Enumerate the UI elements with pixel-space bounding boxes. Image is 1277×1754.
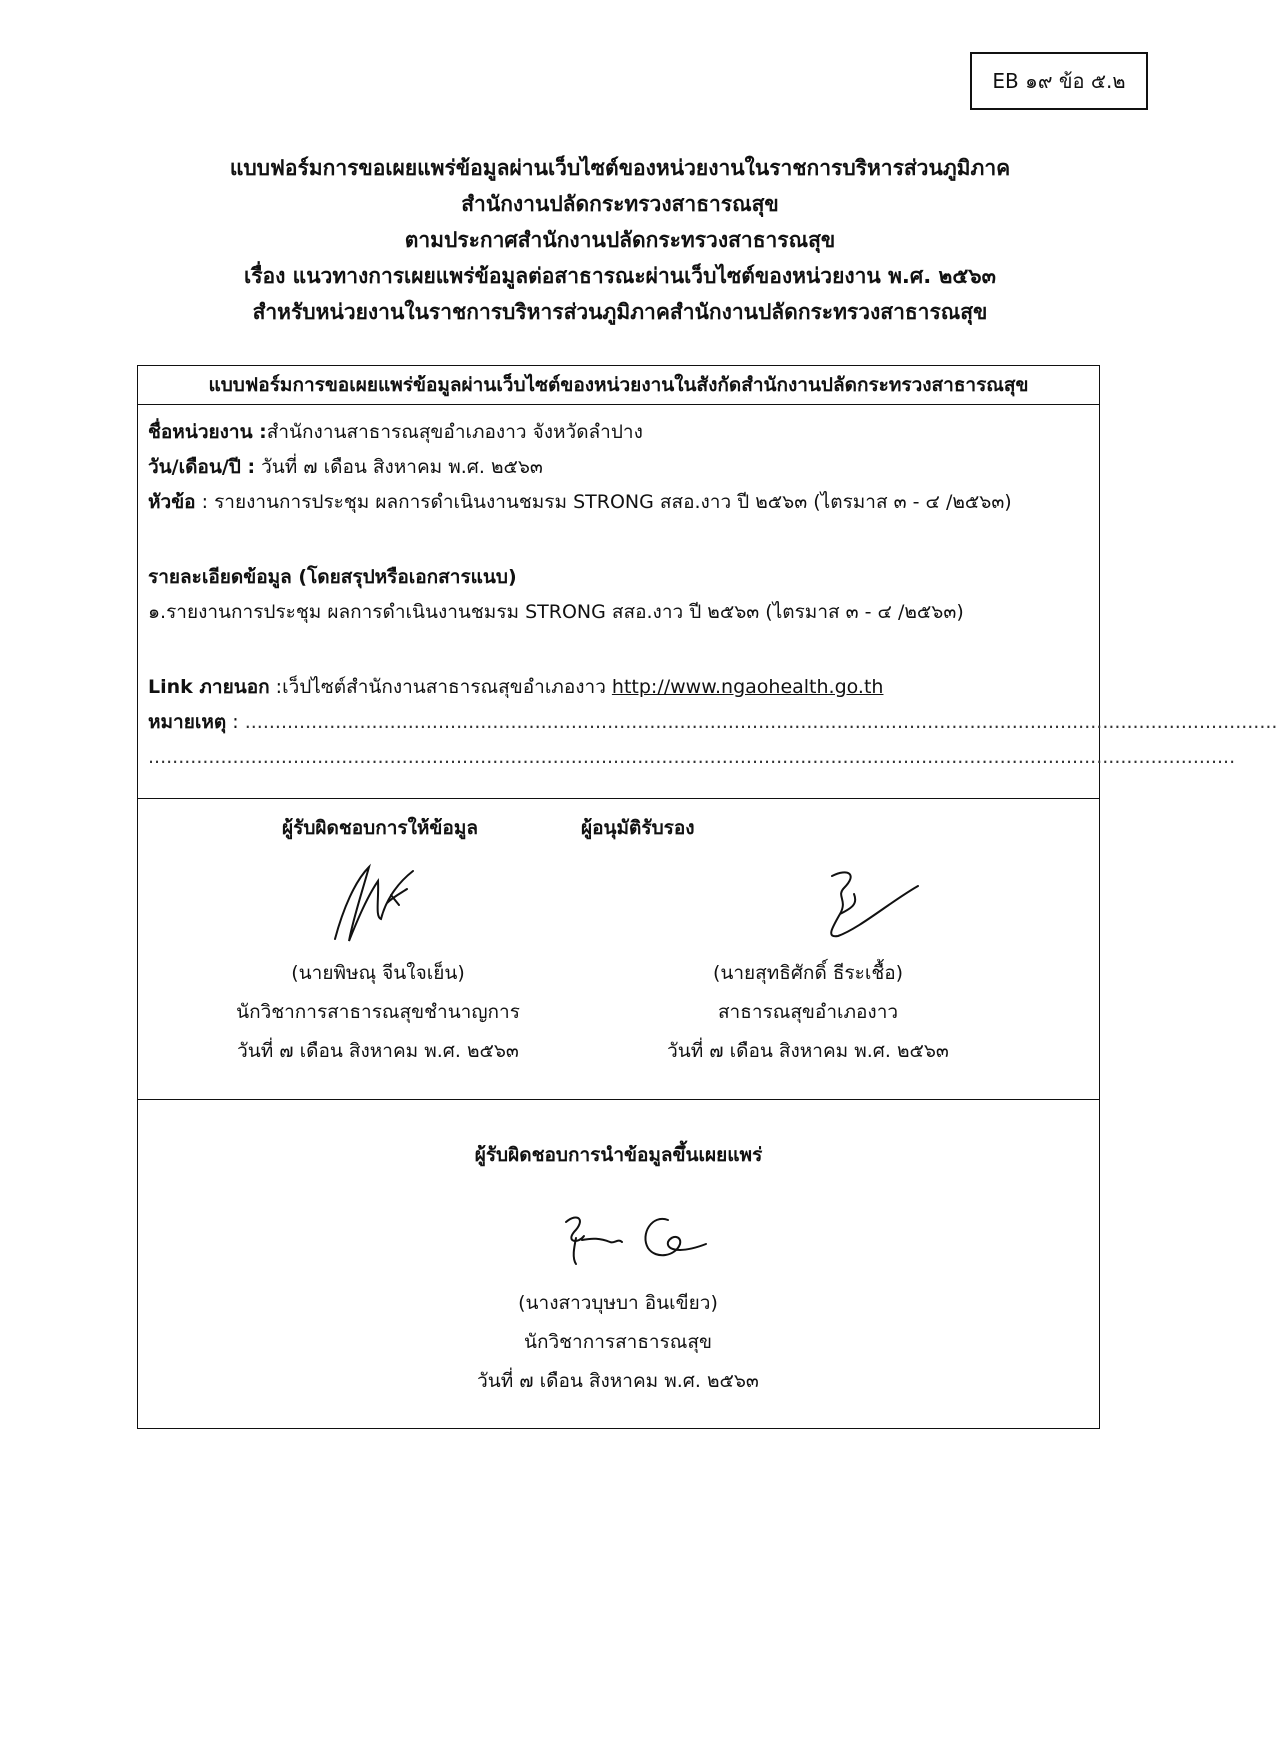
details-value: ๑.รายงานการประชุม ผลการดำเนินงานชมรม STRONG สสอ.งาว ปี ๒๕๖๓ (ไตรมาส ๓ - ๔ /๒๕๖๓) xyxy=(148,601,964,623)
provider-date: วันที่ ๗ เดือน สิงหาคม พ.ศ. ๒๕๖๓ xyxy=(237,1040,519,1062)
publisher-section xyxy=(138,1099,1099,1429)
form-title: แบบฟอร์มการขอเผยแพร่ข้อมูลผ่านเว็บไซต์ของหน่วยงานในสังกัดสำนักงานปลัดกระทรวงสาธารณสุข xyxy=(138,366,1099,405)
note-label: หมายเหตุ xyxy=(148,711,227,733)
topic-line xyxy=(148,485,1089,520)
publisher-signature xyxy=(556,1208,716,1268)
approver-signature xyxy=(818,864,928,949)
details-label-line xyxy=(148,560,1089,595)
publisher-heading: ผู้รับผิดชอบการนำข้อมูลขึ้นเผยแพร่ xyxy=(474,1144,763,1166)
approver-signature-block xyxy=(648,954,968,1071)
note-dots: ........................................................................................................................................................................... xyxy=(244,711,1277,733)
approval-section xyxy=(138,798,1099,1100)
spacer xyxy=(148,520,1089,560)
details-value-line xyxy=(148,595,1089,630)
approver-date: วันที่ ๗ เดือน สิงหาคม พ.ศ. ๒๕๖๓ xyxy=(667,1040,949,1062)
reference-tag-text: EB ๑๙ ข้อ ๕.๒ xyxy=(992,69,1126,93)
document-heading xyxy=(0,150,1240,330)
note-dots-2: .................................................................................................................................................................................... xyxy=(148,746,1236,768)
note-line xyxy=(148,705,1277,740)
publisher-name: (นางสาวบุษบา อินเขียว) xyxy=(518,1292,718,1314)
note-line-2 xyxy=(148,740,1236,775)
provider-signature-block xyxy=(228,954,528,1071)
reference-tag xyxy=(970,52,1148,110)
agency-line xyxy=(148,415,1089,450)
agency-value: สำนักงานสาธารณสุขอำเภองาว จังหวัดลำปาง xyxy=(266,421,643,443)
approver-position: สาธารณสุขอำเภองาว xyxy=(717,1001,899,1023)
date-value: วันที่ ๗ เดือน สิงหาคม พ.ศ. ๒๕๖๓ xyxy=(255,456,543,478)
heading-line-1: แบบฟอร์มการขอเผยแพร่ข้อมูลผ่านเว็บไซต์ของหน่วยงานในราชการบริหารส่วนภูมิภาค xyxy=(229,156,1011,180)
topic-value: : รายงานการประชุม ผลการดำเนินงานชมรม STRONG สสอ.งาว ปี ๒๕๖๓ (ไตรมาส ๓ - ๔ /๒๕๖๓) xyxy=(195,491,1012,513)
approver-name: (นายสุทธิศักดิ์ ธีระเชื้อ) xyxy=(712,962,904,984)
date-label: วัน/เดือน/ปี : xyxy=(148,456,256,478)
details-label: รายละเอียดข้อมูล (โดยสรุปหรือเอกสารแนบ) xyxy=(148,566,517,588)
heading-line-5: สำหรับหน่วยงานในราชการบริหารส่วนภูมิภาคสำนักงานปลัดกระทรวงสาธารณสุข xyxy=(252,300,988,324)
heading-line-4: เรื่อง แนวทางการเผยแพร่ข้อมูลต่อสาธารณะผ่านเว็บไซต์ของหน่วยงาน พ.ศ. ๒๕๖๓ xyxy=(244,264,996,288)
approver-heading: ผู้อนุมัติรับรอง xyxy=(581,817,695,839)
publisher-date: วันที่ ๗ เดือน สิงหาคม พ.ศ. ๒๕๖๓ xyxy=(477,1370,759,1392)
publisher-signature-block xyxy=(418,1284,818,1401)
website-link[interactable]: http://www.ngaohealth.go.th xyxy=(611,676,884,698)
provider-position: นักวิชาการสาธารณสุขชำนาญการ xyxy=(236,1001,520,1023)
date-line xyxy=(148,450,1089,485)
request-form xyxy=(137,365,1277,1429)
link-label: Link ภายนอก xyxy=(148,676,270,698)
heading-line-2: สำนักงานปลัดกระทรวงสาธารณสุข xyxy=(461,192,779,216)
link-line xyxy=(148,670,1089,705)
spacer xyxy=(148,630,1089,670)
link-prefix: :เว็ปไซต์สำนักงานสาธารณสุขอำเภองาว xyxy=(269,676,612,698)
topic-label: หัวข้อ xyxy=(148,491,196,513)
publisher-position: นักวิชาการสาธารณสุข xyxy=(523,1331,713,1353)
provider-heading: ผู้รับผิดชอบการให้ข้อมูล xyxy=(282,817,478,839)
provider-signature xyxy=(323,859,423,949)
note-separator: : xyxy=(226,711,245,733)
heading-line-3: ตามประกาศสำนักงานปลัดกระทรวงสาธารณสุข xyxy=(404,228,836,252)
agency-label: ชื่อหน่วยงาน : xyxy=(148,421,267,443)
form-info xyxy=(138,405,1277,775)
provider-name: (นายพิษณุ จีนใจเย็น) xyxy=(291,962,465,984)
